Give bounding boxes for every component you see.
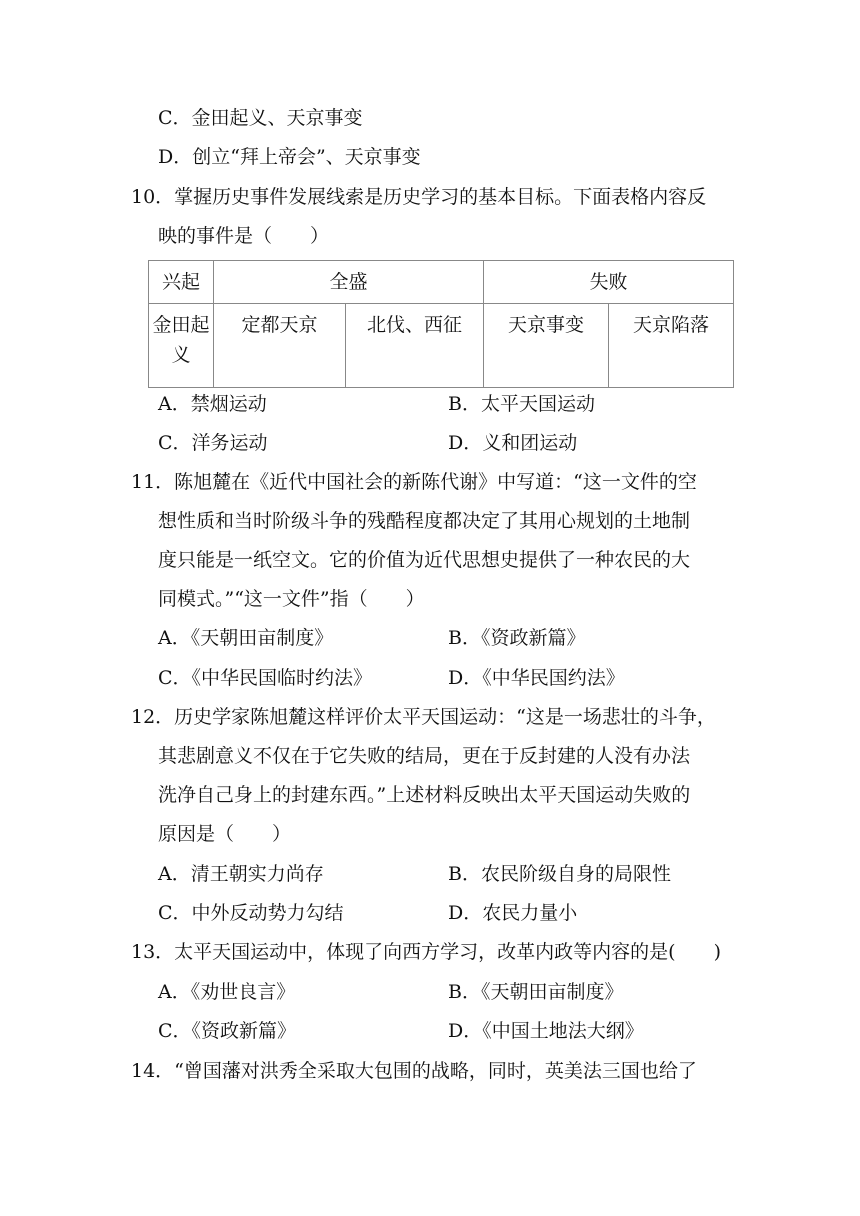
q12-stem-line4: 原因是（ ）	[158, 823, 292, 845]
q9-option-d: D．创立“拜上帝会”、天京事变	[158, 146, 421, 168]
q11-stem-line2: 想性质和当时阶级斗争的残酷程度都决定了其用心规划的土地制	[158, 510, 691, 532]
q10-option-a: A．禁烟运动	[158, 393, 267, 415]
q14-stem-line1: 14．“曾国藩对洪秀全采取大包围的战略，同时，英美法三国也给了	[131, 1060, 697, 1082]
q13-option-a: A．《劝世良言》	[158, 981, 296, 1003]
q12-stem-line2: 其悲剧意义不仅在于它失败的结局，更在于反封建的人没有办法	[158, 745, 691, 767]
table-cell-expeditions: 北伐、西征	[346, 304, 484, 388]
q11-stem-line4: 同模式。”“这一文件”指（ ）	[158, 588, 425, 610]
q12-stem-line1: 12．历史学家陈旭麓这样评价太平天国运动：“这是一场悲壮的斗争，	[131, 706, 716, 728]
event-table	[148, 260, 734, 388]
q10-option-d: D．义和团运动	[448, 432, 578, 454]
q11-option-c: C．《中华民国临时约法》	[158, 667, 373, 689]
table-cell-tianjing-fall: 天京陷落	[609, 304, 734, 388]
table-header-rise: 兴起	[149, 261, 214, 304]
q10-stem-line1: 10．掌握历史事件发展线索是历史学习的基本目标。下面表格内容反	[131, 186, 707, 208]
q12-stem-line3: 洗净自己身上的封建东西。”上述材料反映出太平天国运动失败的	[158, 784, 691, 806]
q9-option-c: C．金田起义、天京事变	[158, 107, 363, 129]
q12-option-b: B．农民阶级自身的局限性	[448, 863, 671, 885]
q13-stem-line1: 13．太平天国运动中，体现了向西方学习，改革内政等内容的是( )	[131, 941, 722, 963]
q13-option-c: C．《资政新篇》	[158, 1020, 297, 1042]
table-cell-capital-tianjing: 定都天京	[214, 304, 346, 388]
q12-option-d: D．农民力量小	[448, 902, 578, 924]
q11-stem-line1: 11．陈旭麓在《近代中国社会的新陈代谢》中写道：“这一文件的空	[131, 471, 697, 493]
table-header-failure: 失败	[484, 261, 734, 304]
q10-option-b: B．太平天国运动	[448, 393, 595, 415]
table-header-peak: 全盛	[214, 261, 484, 304]
table-cell-jintian-uprising: 金田起义	[149, 304, 214, 388]
q13-option-d: D．《中国土地法大纲》	[448, 1020, 644, 1042]
q13-option-b: B．《天朝田亩制度》	[448, 981, 624, 1003]
q11-stem-line3: 度只能是一纸空文。它的价值为近代思想史提供了一种农民的大	[158, 549, 691, 571]
q12-option-a: A．清王朝实力尚存	[158, 863, 324, 885]
q11-option-d: D．《中华民国约法》	[448, 667, 625, 689]
table-cell-tianjing-incident: 天京事变	[484, 304, 609, 388]
q10-stem-line2: 映的事件是（ ）	[158, 225, 330, 247]
q12-option-c: C．中外反动势力勾结	[158, 902, 344, 924]
q10-option-c: C．洋务运动	[158, 432, 268, 454]
q11-option-a: A．《天朝田亩制度》	[158, 627, 334, 649]
q11-option-b: B．《资政新篇》	[448, 627, 586, 649]
